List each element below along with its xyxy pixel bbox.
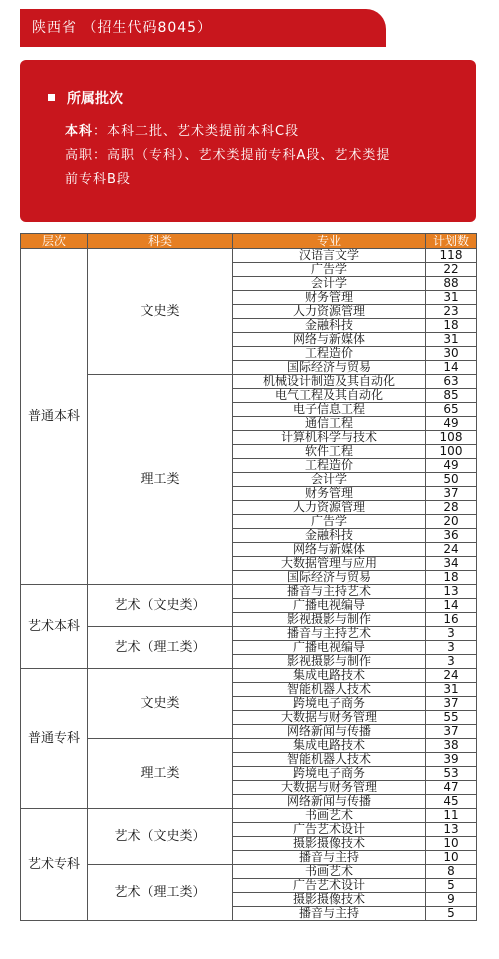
major-cell: 播音与主持	[233, 907, 426, 921]
table-header-row	[21, 234, 477, 249]
plan-count-cell: 31	[426, 333, 477, 347]
category-cell: 艺术（理工类）	[88, 627, 233, 669]
plan-count-cell: 34	[426, 557, 477, 571]
table-row	[21, 809, 477, 823]
plan-count-cell: 22	[426, 263, 477, 277]
major-cell: 国际经济与贸易	[233, 571, 426, 585]
plan-count-cell: 47	[426, 781, 477, 795]
plan-count-cell: 24	[426, 669, 477, 683]
major-cell: 网络新闻与传播	[233, 795, 426, 809]
plan-count-cell: 28	[426, 501, 477, 515]
plan-count-cell: 23	[426, 305, 477, 319]
plan-count-cell: 53	[426, 767, 477, 781]
major-cell: 会计学	[233, 473, 426, 487]
plan-count-cell: 5	[426, 879, 477, 893]
plan-count-cell: 11	[426, 809, 477, 823]
benke-label: 本科	[65, 124, 94, 139]
header-plan-count: 计划数	[426, 234, 477, 249]
plan-count-cell: 100	[426, 445, 477, 459]
major-cell: 集成电路技术	[233, 669, 426, 683]
major-cell: 电子信息工程	[233, 403, 426, 417]
category-cell: 艺术（文史类）	[88, 809, 233, 865]
header-category: 科类	[88, 234, 233, 249]
plan-count-cell: 45	[426, 795, 477, 809]
plan-count-cell: 37	[426, 725, 477, 739]
plan-count-cell: 55	[426, 711, 477, 725]
major-cell: 跨境电子商务	[233, 697, 426, 711]
header-level: 层次	[21, 234, 88, 249]
plan-count-cell: 18	[426, 571, 477, 585]
major-cell: 网络与新媒体	[233, 543, 426, 557]
major-cell: 广告学	[233, 515, 426, 529]
plan-count-cell: 65	[426, 403, 477, 417]
plan-count-cell: 3	[426, 655, 477, 669]
major-cell: 播音与主持艺术	[233, 585, 426, 599]
major-cell: 书画艺术	[233, 809, 426, 823]
major-cell: 智能机器人技术	[233, 753, 426, 767]
major-cell: 软件工程	[233, 445, 426, 459]
major-cell: 播音与主持艺术	[233, 627, 426, 641]
plan-count-cell: 38	[426, 739, 477, 753]
level-cell: 艺术本科	[21, 585, 88, 669]
plan-count-cell: 88	[426, 277, 477, 291]
major-cell: 广告艺术设计	[233, 879, 426, 893]
level-cell: 艺术专科	[21, 809, 88, 921]
batch-info-title	[48, 88, 456, 108]
major-cell: 工程造价	[233, 459, 426, 473]
major-cell: 摄影摄像技术	[233, 893, 426, 907]
major-cell: 人力资源管理	[233, 305, 426, 319]
plan-count-cell: 8	[426, 865, 477, 879]
major-cell: 大数据与财务管理	[233, 781, 426, 795]
major-cell: 影视摄影与制作	[233, 613, 426, 627]
category-cell: 艺术（理工类）	[88, 865, 233, 921]
plan-count-cell: 37	[426, 697, 477, 711]
gaozhi-line-2: 前专科B段	[65, 172, 131, 187]
plan-count-cell: 31	[426, 683, 477, 697]
level-cell: 普通专科	[21, 669, 88, 809]
level-cell: 普通本科	[21, 249, 88, 585]
table-row	[21, 739, 477, 753]
major-cell: 计算机科学与技术	[233, 431, 426, 445]
major-cell: 会计学	[233, 277, 426, 291]
major-cell: 广告学	[233, 263, 426, 277]
table-row	[21, 865, 477, 879]
major-cell: 网络新闻与传播	[233, 725, 426, 739]
plan-count-cell: 30	[426, 347, 477, 361]
major-cell: 书画艺术	[233, 865, 426, 879]
table-row	[21, 585, 477, 599]
plan-count-cell: 108	[426, 431, 477, 445]
plan-count-cell: 49	[426, 459, 477, 473]
plan-count-cell: 13	[426, 585, 477, 599]
header-major: 专业	[233, 234, 426, 249]
plan-count-cell: 49	[426, 417, 477, 431]
plan-count-cell: 16	[426, 613, 477, 627]
plan-count-cell: 10	[426, 837, 477, 851]
plan-count-cell: 63	[426, 375, 477, 389]
major-cell: 大数据管理与应用	[233, 557, 426, 571]
major-cell: 广播电视编导	[233, 641, 426, 655]
plan-count-cell: 14	[426, 361, 477, 375]
benke-text: ：本科二批、艺术类提前本科C段	[93, 124, 300, 139]
province-tab: 陕西省 （招生代码8045）	[20, 9, 386, 47]
enrollment-plan-table	[20, 233, 477, 921]
table-body	[21, 249, 477, 921]
major-cell: 国际经济与贸易	[233, 361, 426, 375]
plan-count-cell: 3	[426, 627, 477, 641]
plan-count-cell: 36	[426, 529, 477, 543]
major-cell: 汉语言文学	[233, 249, 426, 263]
category-cell: 理工类	[88, 739, 233, 809]
table-row	[21, 627, 477, 641]
major-cell: 网络与新媒体	[233, 333, 426, 347]
major-cell: 金融科技	[233, 529, 426, 543]
major-cell: 播音与主持	[233, 851, 426, 865]
major-cell: 财务管理	[233, 487, 426, 501]
plan-count-cell: 3	[426, 641, 477, 655]
major-cell: 智能机器人技术	[233, 683, 426, 697]
plan-count-cell: 24	[426, 543, 477, 557]
plan-count-cell: 9	[426, 893, 477, 907]
major-cell: 影视摄影与制作	[233, 655, 426, 669]
major-cell: 通信工程	[233, 417, 426, 431]
plan-count-cell: 14	[426, 599, 477, 613]
plan-count-cell: 118	[426, 249, 477, 263]
major-cell: 财务管理	[233, 291, 426, 305]
major-cell: 集成电路技术	[233, 739, 426, 753]
plan-count-cell: 18	[426, 319, 477, 333]
table-row	[21, 669, 477, 683]
category-cell: 文史类	[88, 669, 233, 739]
plan-count-cell: 37	[426, 487, 477, 501]
plan-count-cell: 50	[426, 473, 477, 487]
plan-count-cell: 20	[426, 515, 477, 529]
plan-count-cell: 39	[426, 753, 477, 767]
major-cell: 金融科技	[233, 319, 426, 333]
table-row	[21, 249, 477, 263]
major-cell: 人力资源管理	[233, 501, 426, 515]
batch-info-title-text: 所属批次	[67, 91, 123, 107]
major-cell: 摄影摄像技术	[233, 837, 426, 851]
major-cell: 广告艺术设计	[233, 823, 426, 837]
major-cell: 机械设计制造及其自动化	[233, 375, 426, 389]
major-cell: 广播电视编导	[233, 599, 426, 613]
category-cell: 文史类	[88, 249, 233, 375]
major-cell: 大数据与财务管理	[233, 711, 426, 725]
benke-line	[48, 120, 456, 144]
plan-count-cell: 31	[426, 291, 477, 305]
major-cell: 电气工程及其自动化	[233, 389, 426, 403]
category-cell: 理工类	[88, 375, 233, 585]
plan-count-cell: 10	[426, 851, 477, 865]
major-cell: 跨境电子商务	[233, 767, 426, 781]
category-cell: 艺术（文史类）	[88, 585, 233, 627]
plan-count-cell: 85	[426, 389, 477, 403]
batch-info-box	[20, 60, 476, 222]
plan-count-cell: 13	[426, 823, 477, 837]
major-cell: 工程造价	[233, 347, 426, 361]
gaozhi-line: 高职：高职（专科）、艺术类提前专科A段、艺术类提	[65, 148, 391, 163]
table-row	[21, 375, 477, 389]
plan-count-cell: 5	[426, 907, 477, 921]
square-bullet-icon	[48, 94, 55, 101]
